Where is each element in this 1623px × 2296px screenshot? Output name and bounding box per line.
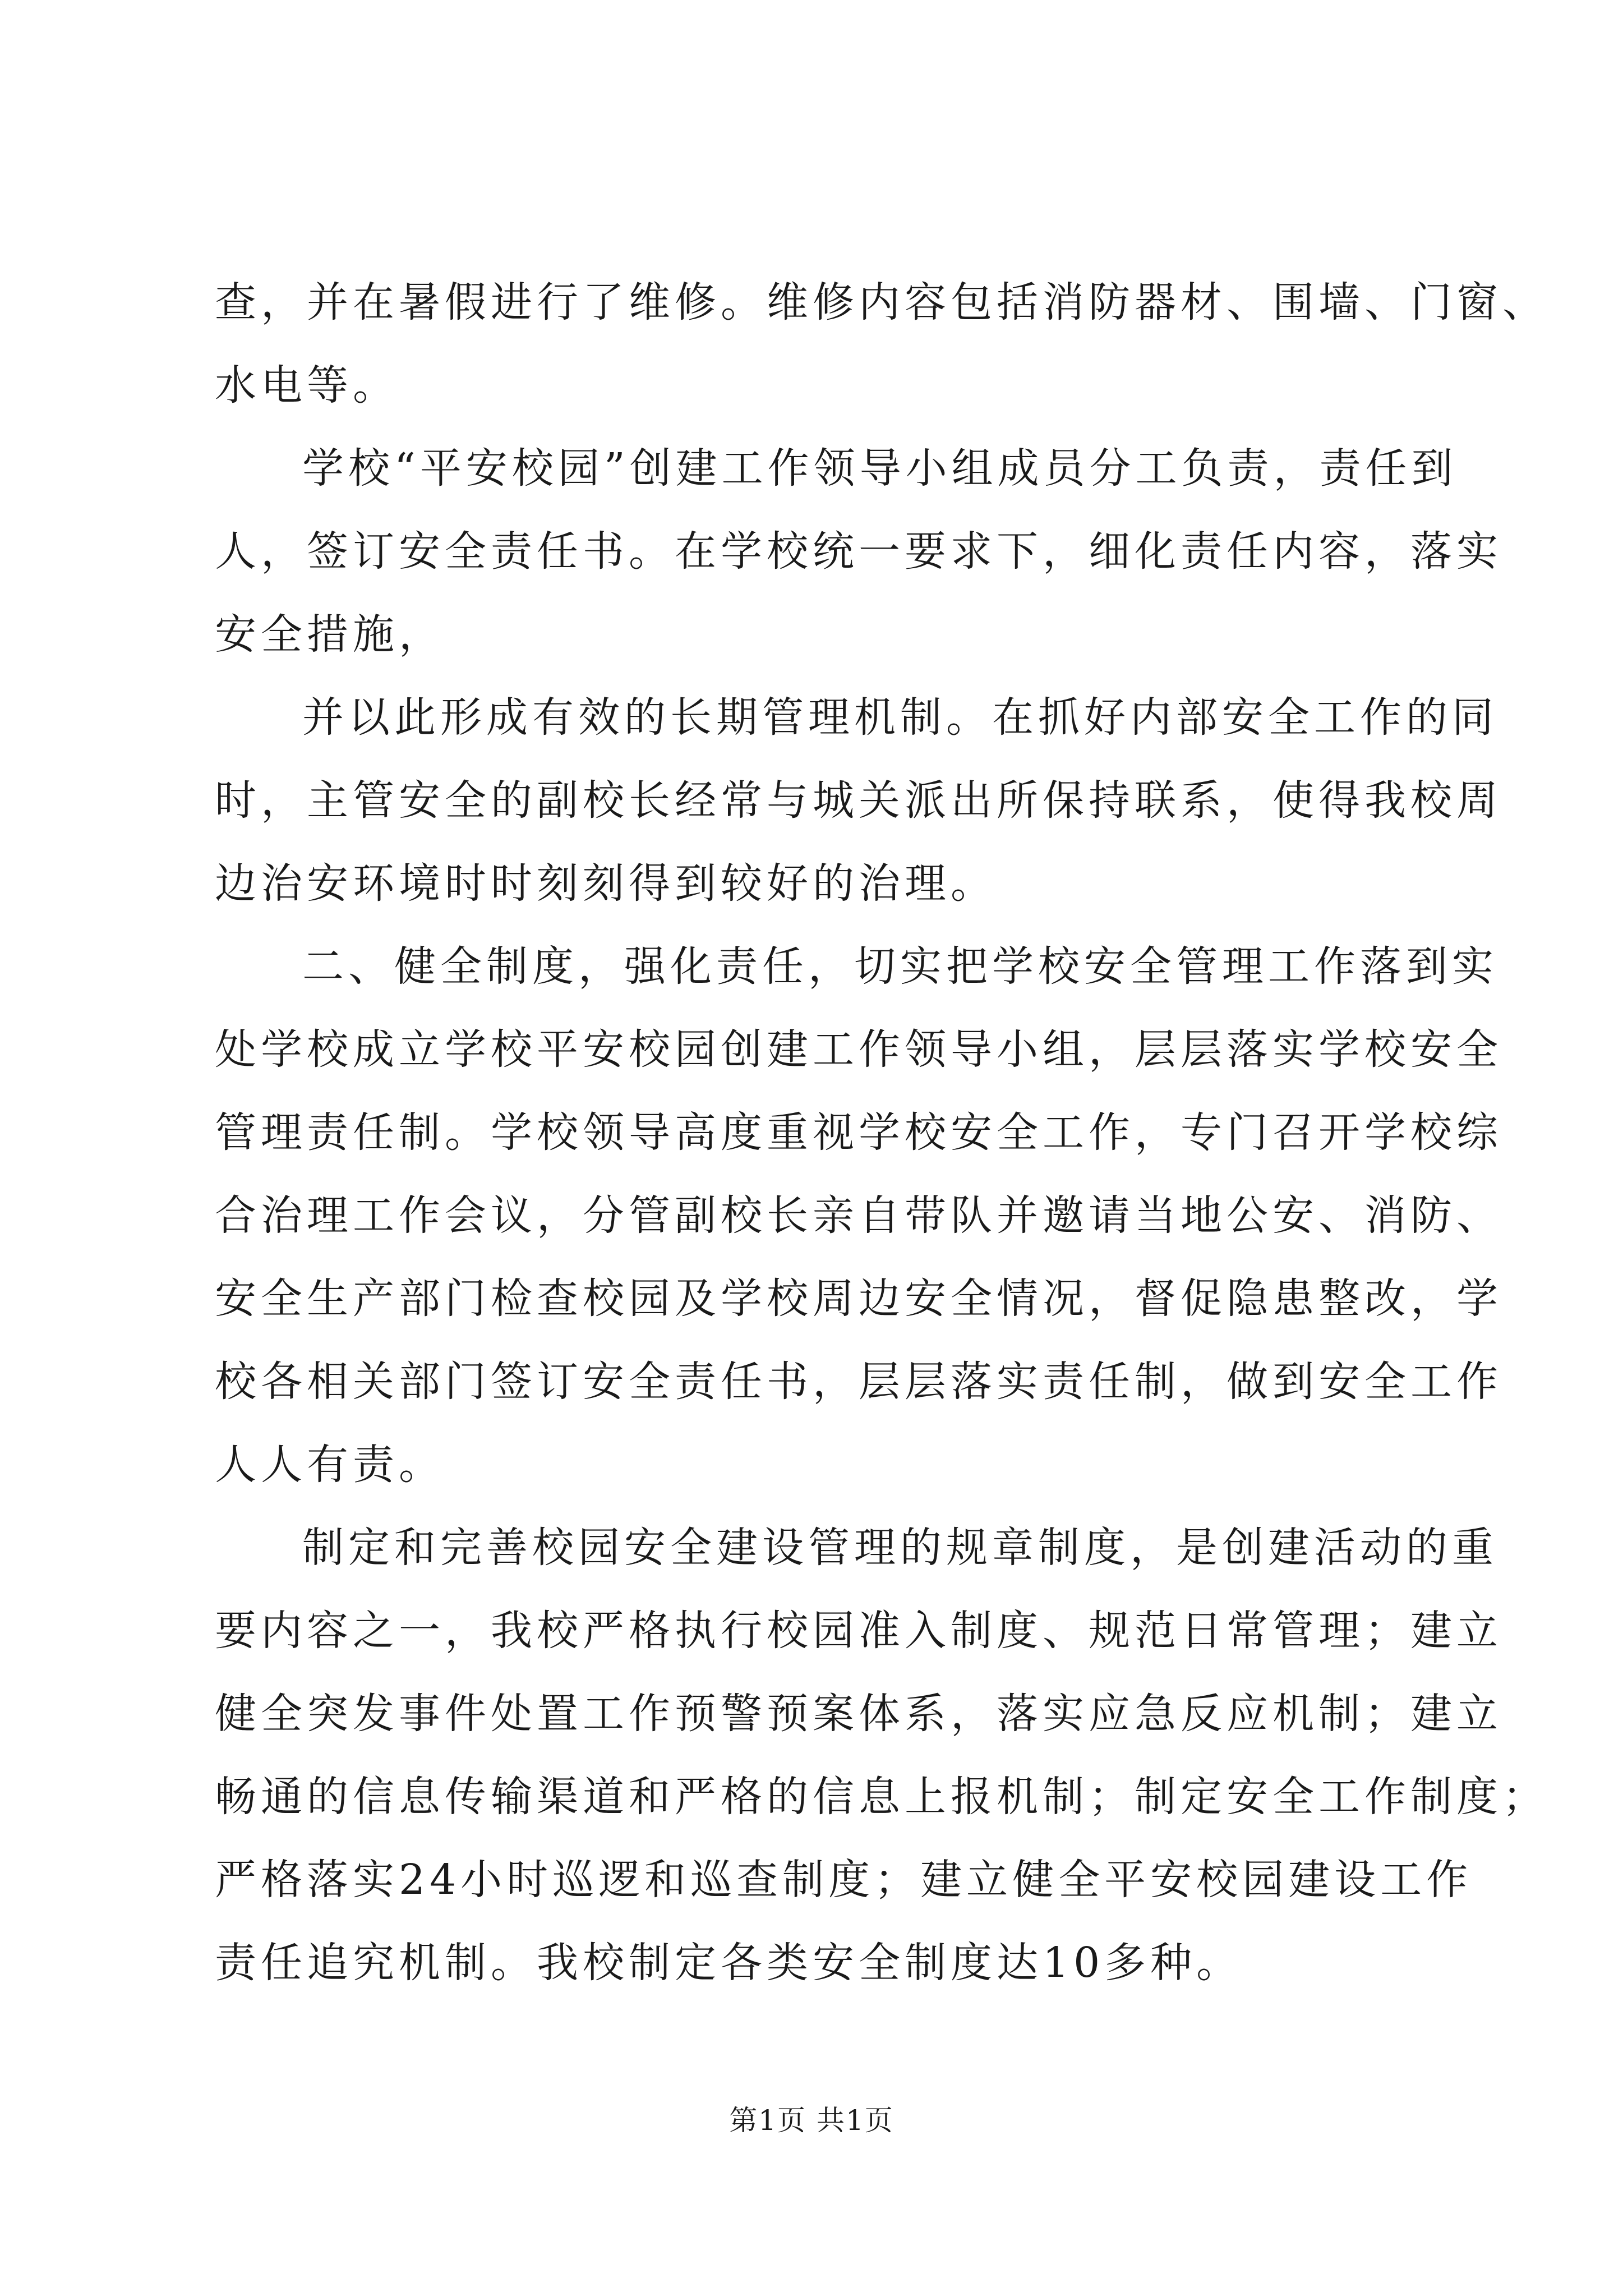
paragraph-line: 要内容之一，我校严格执行校园准入制度、规范日常管理；建立 <box>215 1607 1502 1655</box>
document-body <box>215 261 1548 2004</box>
paragraph-line: 校各相关部门签订安全责任书，层层落实责任制，做到安全工作 <box>215 1358 1502 1406</box>
paragraph-line: 合治理工作会议，分管副校长亲自带队并邀请当地公安、消防、 <box>215 1191 1502 1240</box>
paragraph-line: 安全生产部门检查校园及学校周边安全情况，督促隐患整改，学 <box>215 1274 1502 1323</box>
paragraph-first-line: 二、健全制度，强化责任，切实把学校安全管理工作落到实 <box>302 942 1498 991</box>
paragraph-line: 人人有责。 <box>215 1441 445 1489</box>
paragraph-line: 安全措施， <box>215 610 445 659</box>
paragraph-first-line: 学校“平安校园”创建工作领导小组成员分工负责，责任到 <box>302 444 1458 493</box>
paragraph-line: 人，签订安全责任书。在学校统一要求下，细化责任内容，落实 <box>215 527 1502 576</box>
paragraph-first-line: 并以此形成有效的长期管理机制。在抓好内部安全工作的同 <box>302 693 1498 742</box>
page-footer: 第1页 共1页 <box>729 2104 894 2137</box>
paragraph-line: 水电等。 <box>215 361 399 409</box>
paragraph-line: 管理责任制。学校领导高度重视学校安全工作，专门召开学校综 <box>215 1108 1502 1157</box>
paragraph-line: 畅通的信息传输渠道和严格的信息上报机制；制定安全工作制度； <box>215 1773 1548 1821</box>
paragraph-line: 严格落实24小时巡逻和巡查制度；建立健全平安校园建设工作 <box>215 1856 1473 1904</box>
paragraph-line: 查，并在暑假进行了维修。维修内容包括消防器材、围墙、门窗、 <box>215 278 1548 326</box>
paragraph-line: 时，主管安全的副校长经常与城关派出所保持联系，使得我校周 <box>215 776 1502 825</box>
paragraph-line: 责任追究机制。我校制定各类安全制度达10多种。 <box>215 1939 1243 1987</box>
paragraph-first-line: 制定和完善校园安全建设管理的规章制度，是创建活动的重 <box>302 1524 1498 1572</box>
paragraph-line: 边治安环境时时刻刻得到较好的治理。 <box>215 859 997 908</box>
paragraph-line: 处学校成立学校平安校园创建工作领导小组，层层落实学校安全 <box>215 1025 1502 1074</box>
paragraph-line: 健全突发事件处置工作预警预案体系，落实应急反应机制；建立 <box>215 1690 1502 1738</box>
